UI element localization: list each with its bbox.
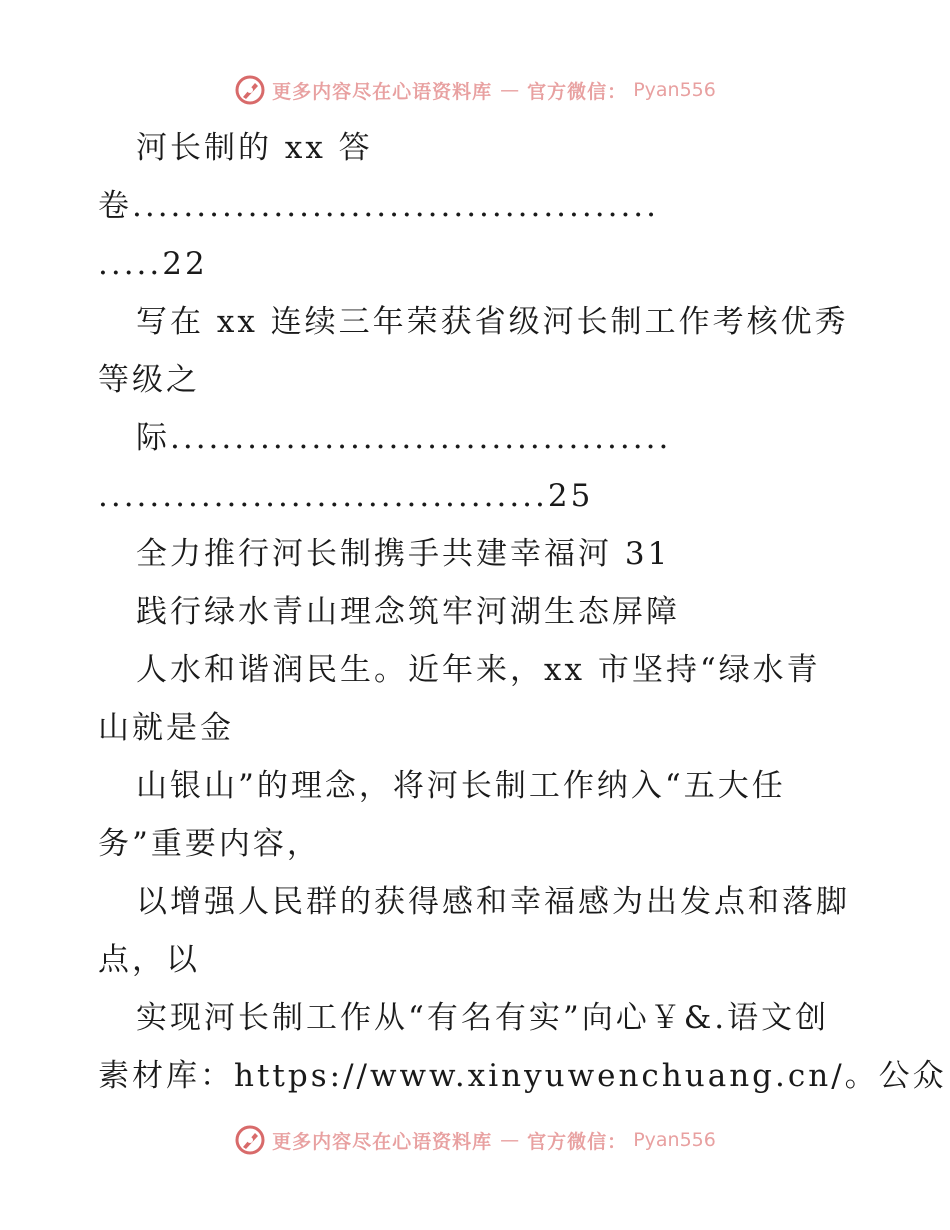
watermark-brand-text: 更多内容尽在心语资料库	[272, 80, 493, 103]
watermark-wechat-id: Pyan556	[633, 79, 716, 101]
document-body	[98, 119, 947, 1105]
text-line: 际.......................................	[136, 420, 672, 456]
text-line: 全力推行河长制携手共建幸福河 31	[136, 536, 671, 572]
watermark-brand-text: 更多内容尽在心语资料库	[272, 1130, 493, 1153]
text-line: .....22	[98, 246, 208, 282]
text-line: 山银山”的理念，将河长制工作纳入“五大任	[136, 768, 786, 804]
text-line: 人水和谐润民生。近年来，xx 市坚持“绿水青	[136, 652, 821, 688]
text-line: 等级之	[98, 362, 200, 398]
text-line: 写在 xx 连续三年荣获省级河长制工作考核优秀	[136, 304, 849, 340]
pen-logo-icon	[234, 74, 266, 106]
text-line: 素材库：https://www.xinyuwenchuang.cn/。公众	[98, 1058, 947, 1094]
watermark-wechat-label: 官方微信：	[527, 80, 628, 103]
text-line: 实现河长制工作从“有名有实”向心￥&.语文创	[136, 1000, 830, 1036]
watermark-wechat-label: 官方微信：	[527, 1130, 628, 1153]
text-line: 以增强人民群的获得感和幸福感为出发点和落脚	[136, 884, 850, 920]
text-line: 务”重要内容，	[98, 826, 321, 862]
text-line: 践行绿水青山理念筑牢河湖生态屏障	[136, 594, 680, 630]
text-line: 山就是金	[98, 710, 234, 746]
pen-logo-icon	[234, 1124, 266, 1156]
text-line: 卷.........................................	[98, 188, 660, 224]
watermark-wechat-id: Pyan556	[633, 1129, 716, 1151]
text-line: 点，以	[98, 942, 200, 978]
watermark-header	[0, 70, 950, 110]
text-line: 河长制的 xx 答	[136, 130, 373, 166]
watermark-inner	[234, 1124, 716, 1156]
watermark-inner	[234, 74, 716, 106]
watermark-dash: —	[500, 1129, 520, 1151]
watermark-footer	[0, 1120, 950, 1160]
text-line: ...................................25	[98, 478, 594, 514]
watermark-dash: —	[500, 79, 520, 101]
